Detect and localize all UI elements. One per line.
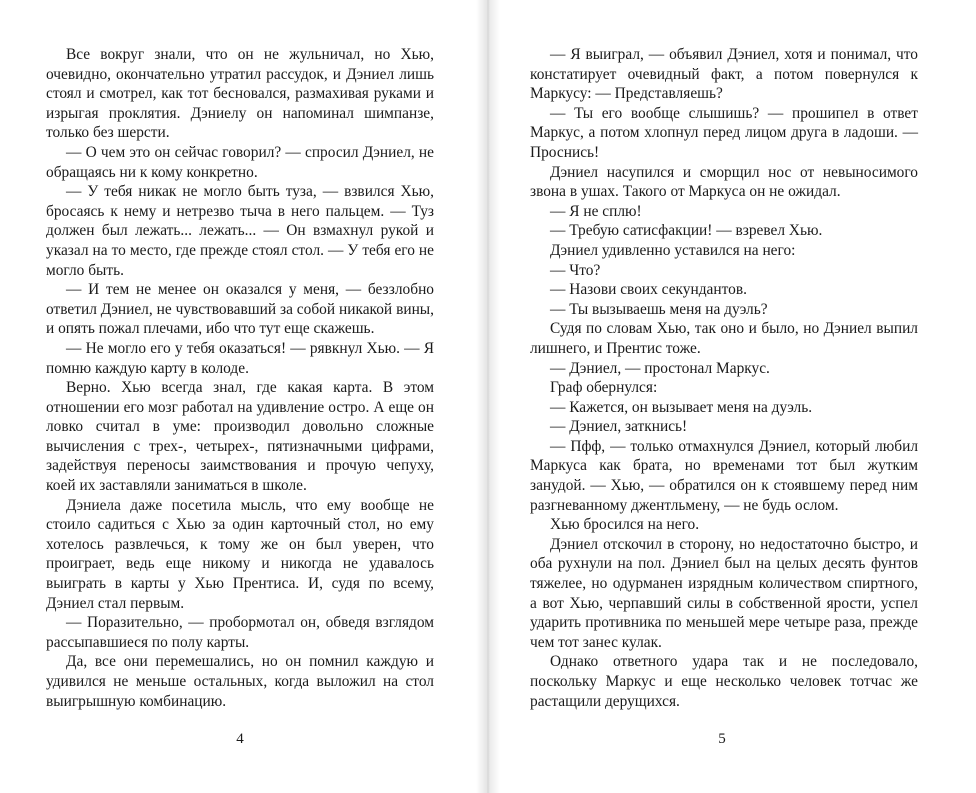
left-page-text: [46, 45, 434, 711]
paragraph: Верно. Хью всегда знал, где какая карта. В этом отношении его мозг работал на удивление остро. А еще он ловко считал в уме: производил довольно сложные вычисления с трех-, четырех-, пятизначными цифрами, задействуя переносы заимствования и прочую чепуху, коей их заставляли заниматься в школе.: [46, 379, 434, 495]
paragraph: Судя по словам Хью, так оно и было, но Дэниел выпил лишнего, и Прентис тоже.: [530, 320, 918, 357]
paragraph: Однако ответного удара так и не последовало, поскольку Маркус и еще несколько человек тотчас же растащили дерущихся.: [530, 653, 918, 710]
paragraph: — Поразительно, — пробормотал он, обведя взглядом рассыпавшиеся по полу карты.: [46, 614, 434, 651]
paragraph: — Я не сплю!: [550, 202, 642, 220]
paragraph: — Не могло его у тебя оказаться! — рявкнул Хью. — Я помню каждую карту в колоде.: [46, 339, 434, 377]
paragraph: Дэниел насупился и сморщил нос от невыносимого звона в ушах. Такого от Маркуса он не ожидал.: [530, 163, 918, 201]
paragraph: Все вокруг знали, что он не жульничал, но Хью, очевидно, окончательно утратил рассудок, и Дэниел лишь стоял и смотрел, как тот бесновался, размахивая руками и изрыгая проклятия. Дэниелу он напоминал шимпанзе, только без шерсти.: [46, 46, 434, 142]
paragraph: — Я выиграл, — объявил Дэниел, хотя и понимал, что констатирует очевидный факт, а потом повернулся к Маркусу: — Представляешь?: [530, 46, 918, 103]
paragraph: — Дэниел, заткнись!: [550, 418, 688, 436]
right-page: [488, 0, 976, 793]
paragraph: — Требую сатисфакции! — взревел Хью.: [550, 222, 823, 240]
paragraph: — И тем не менее он оказался у меня, — беззлобно ответил Дэниел, не чувствовавший за собой никакой вины, и опять пожал плечами, ибо что тут еще скажешь.: [46, 281, 434, 338]
paragraph: — Кажется, он вызывает меня на дуэль.: [550, 398, 813, 416]
paragraph: Дэниел отскочил в сторону, но недостаточно быстро, и оба рухнули на пол. Дэниел был на целых десять фунтов тяжелее, но одурманен изрядным количеством спиртного, а вот Хью, черпавший силы в собственной ярости, успел ударить противника по меньшей мере четыре раза, прежде чем тот занес кулак.: [530, 535, 918, 651]
paragraph: Да, все они перемешались, но он помнил каждую и удивился не меньше остальных, когда выложил на стол выигрышную комбинацию.: [46, 653, 434, 710]
paragraph: Дэниел удивленно уставился на него:: [550, 241, 796, 259]
page-number-right: 5: [718, 731, 726, 747]
paragraph: — Пфф, — только отмахнулся Дэниел, который любил Маркуса как брата, но временами тот был жутким занудой. — Хью, — обратился он к стоявшему перед ним разгневанному джентльмену, — не будь ослом.: [530, 437, 918, 514]
paragraph: — Дэниел, — простонал Маркус.: [550, 359, 770, 377]
paragraph: Дэниела даже посетила мысль, что ему вообще не стоило садиться с Хью за один карточный стол, но ему хотелось развлечься, к тому же он был уверен, что проиграет, ведь еще никому и никогда не удавалось выиграть в карты у Хью Прентиса. И, судя по всему, Дэниел стал первым.: [46, 496, 434, 612]
right-page-text: [530, 45, 918, 711]
paragraph: — У тебя никак не могло быть туза, — взвился Хью, бросаясь к нему и нетрезво тыча в него пальцем. — Туз должен был лежать... лежать... — Он взмахнул рукой и указал на то место, где прежде стоял стол. — У тебя его не могло быть.: [46, 183, 434, 279]
paragraph: Хью бросился на него.: [550, 516, 700, 534]
paragraph: — Назови своих секундантов.: [550, 281, 747, 299]
paragraph: — Ты вызываешь меня на дуэль?: [550, 300, 768, 318]
paragraph: — Что?: [550, 261, 601, 279]
page-number-left: 4: [236, 731, 244, 747]
paragraph: Граф обернулся:: [550, 379, 658, 397]
paragraph: — О чем это он сейчас говорил? — спросил Дэниел, не обращаясь ни к кому конкретно.: [46, 143, 434, 181]
paragraph: — Ты его вообще слышишь? — прошипел в ответ Маркус, а потом хлопнул перед лицом друга в ладоши. — Проснись!: [530, 104, 918, 161]
